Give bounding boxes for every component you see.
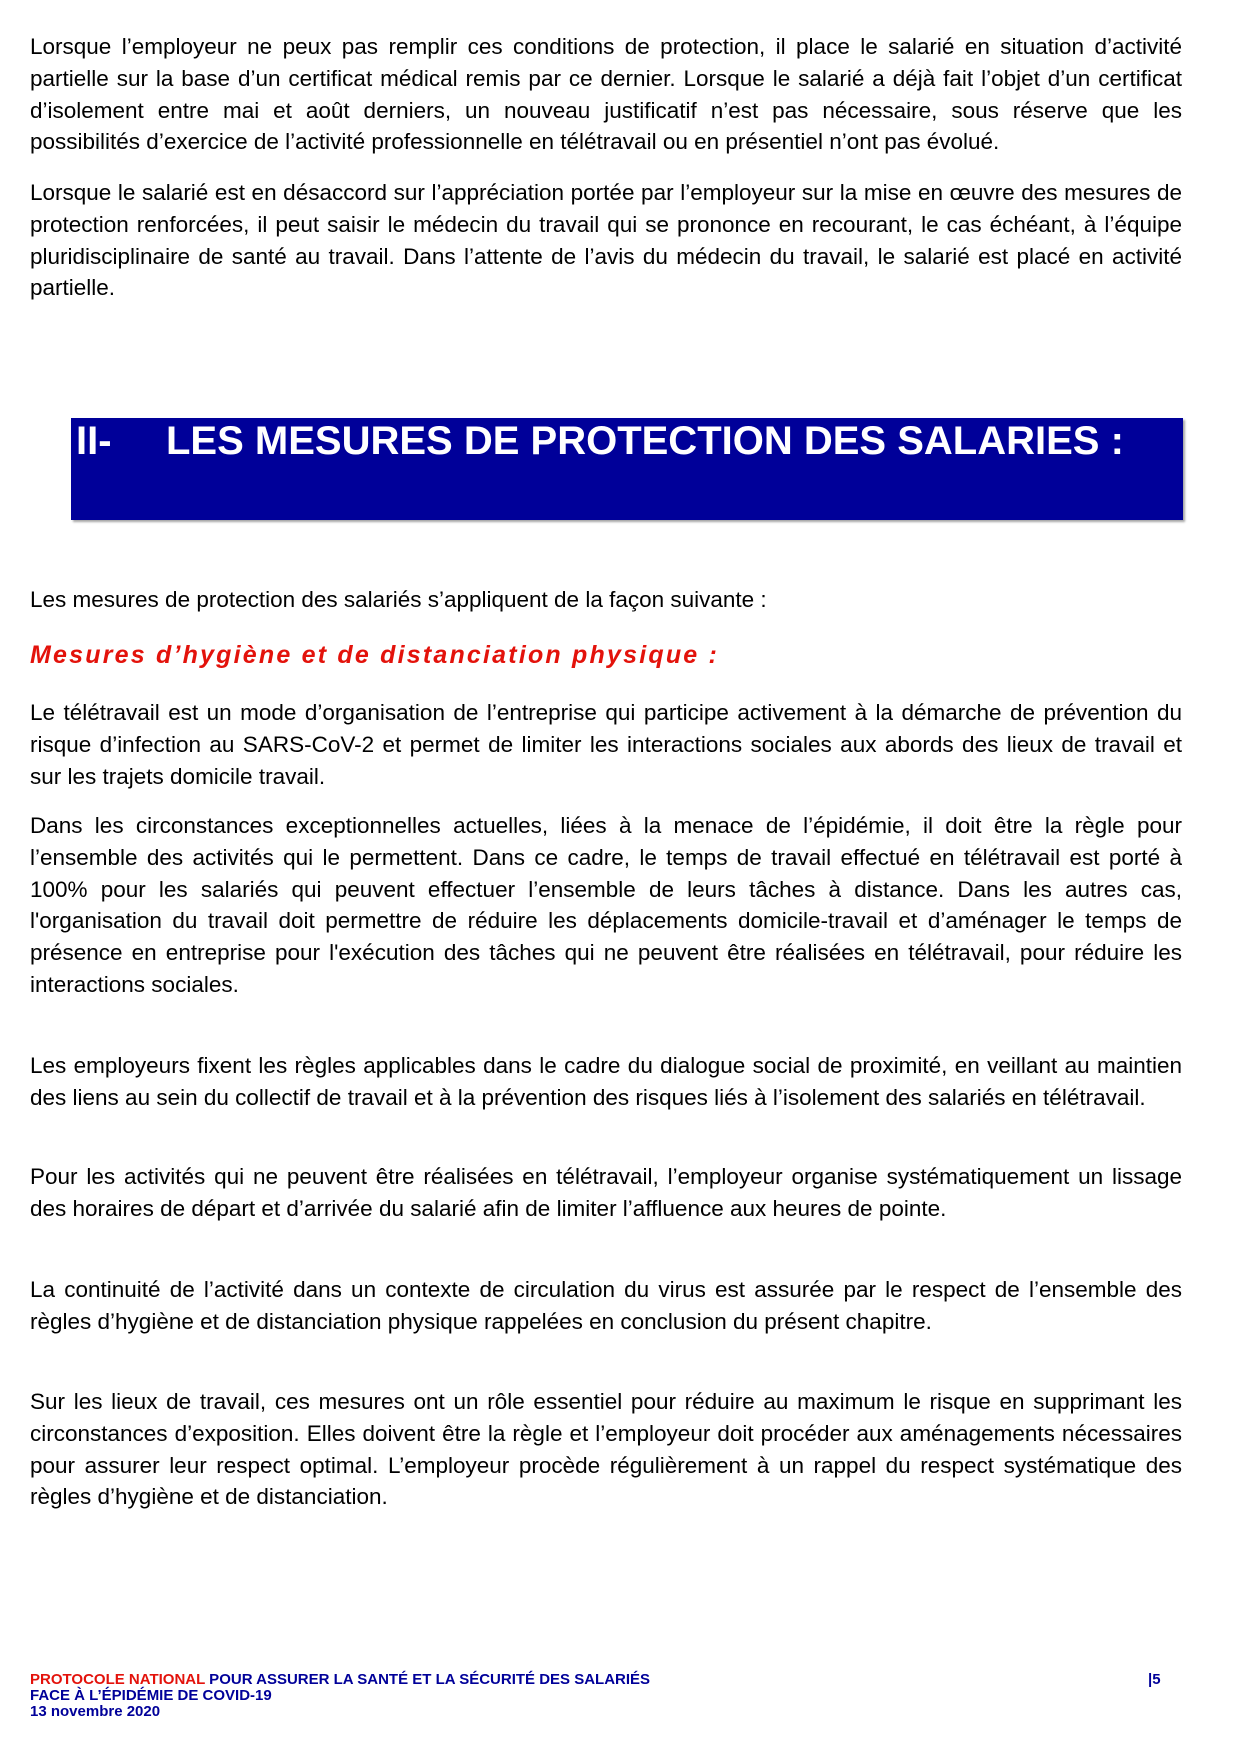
footer-line-1 [30, 1672, 650, 1688]
paragraph-telework: Le télétravail est un mode d’organisation de l’entreprise qui participe activement à la démarche de prévention du risque d’infection au SARS-CoV-2 et permet de limiter les interactions sociales aux abords des lieux de travail et sur les trajets domicile travail. [30, 700, 1182, 789]
paragraph-disagreement: Lorsque le salarié est en désaccord sur l’appréciation portée par l’employeur sur la mise en œuvre des mesures de protection renforcées, il peut saisir le médecin du travail qui se prononce en recourant, le cas échéant, à l’équipe pluridisciplinaire de santé au travail. Dans l’attente de l’avis du médecin du travail, le salarié est placé en activité partielle. [30, 180, 1182, 301]
footer-line-2: FACE À L’ÉPIDÉMIE DE COVID-19 [30, 1687, 272, 1704]
footer-protocol-label: PROTOCOLE NATIONAL [30, 1671, 206, 1688]
footer [30, 1672, 650, 1720]
footer-date: 13 novembre 2020 [30, 1703, 161, 1720]
page-number: |5 [1148, 1671, 1161, 1688]
paragraph-workplace-measures: Sur les lieux de travail, ces mesures ont un rôle essentiel pour réduire au maximum le risque en supprimant les circonstances d’exposition. Elles doivent être la règle et l’employeur doit procéder aux aménagements nécessaires pour assurer leur respect optimal. L’employeur procède régulièrement à un rappel du respect systématique des règles d’hygiène et de distanciation. [30, 1389, 1182, 1510]
paragraph-partial-activity: Lorsque l’employeur ne peux pas remplir ces conditions de protection, il place le salarié en situation d’activité partielle sur la base d’un certificat médical remis par ce dernier. Lorsque le salarié a déjà fait l’objet d’un certificat d’isolement entre mai et août derniers, un nouveau justificatif n’est pas nécessaire, sous réserve que les possibilités d’exercice de l’activité professionnelle en télétravail ou en présentiel n’ont pas évolué. [30, 34, 1182, 155]
paragraph-circumstances: Dans les circonstances exceptionnelles actuelles, liées à la menace de l’épidémie, il doit être la règle pour l’ensemble des activités qui le permettent. Dans ce cadre, le temps de travail effectué en télétravail est porté à 100% pour les salariés qui peuvent effectuer l’ensemble de leurs tâches à distance. Dans les autres cas, l'organisation du travail doit permettre de réduire les déplacements domicile-travail et d’aménager le temps de présence en entreprise pour l'exécution des tâches qui ne peuvent être réalisées en télétravail, pour réduire les interactions sociales. [30, 813, 1182, 997]
paragraph-schedules: Pour les activités qui ne peuvent être réalisées en télétravail, l’employeur organise systématiquement un lissage des horaires de départ et d’arrivée du salarié afin de limiter l’affluence aux heures de pointe. [30, 1164, 1182, 1221]
subsection-heading: Mesures d’hygiène et de distanciation physique : [30, 641, 720, 669]
section-title: LES MESURES DE PROTECTION DES SALARIES : [166, 419, 1124, 463]
footer-protocol-subtitle: POUR ASSURER LA SANTÉ ET LA SÉCURITÉ DES SALARIÉS [205, 1671, 651, 1688]
paragraph-employer-rules: Les employeurs fixent les règles applicables dans le cadre du dialogue social de proximité, en veillant au maintien des liens au sein du collectif de travail et à la prévention des risques liés à l’isolement des salariés en télétravail. [30, 1053, 1182, 1110]
paragraph-continuity: La continuité de l’activité dans un contexte de circulation du virus est assurée par le respect de l’ensemble des règles d’hygiène et de distanciation physique rappelées en conclusion du présent chapitre. [30, 1277, 1182, 1334]
section-intro: Les mesures de protection des salariés s’appliquent de la façon suivante : [30, 587, 767, 612]
section-number: II- [76, 419, 112, 463]
